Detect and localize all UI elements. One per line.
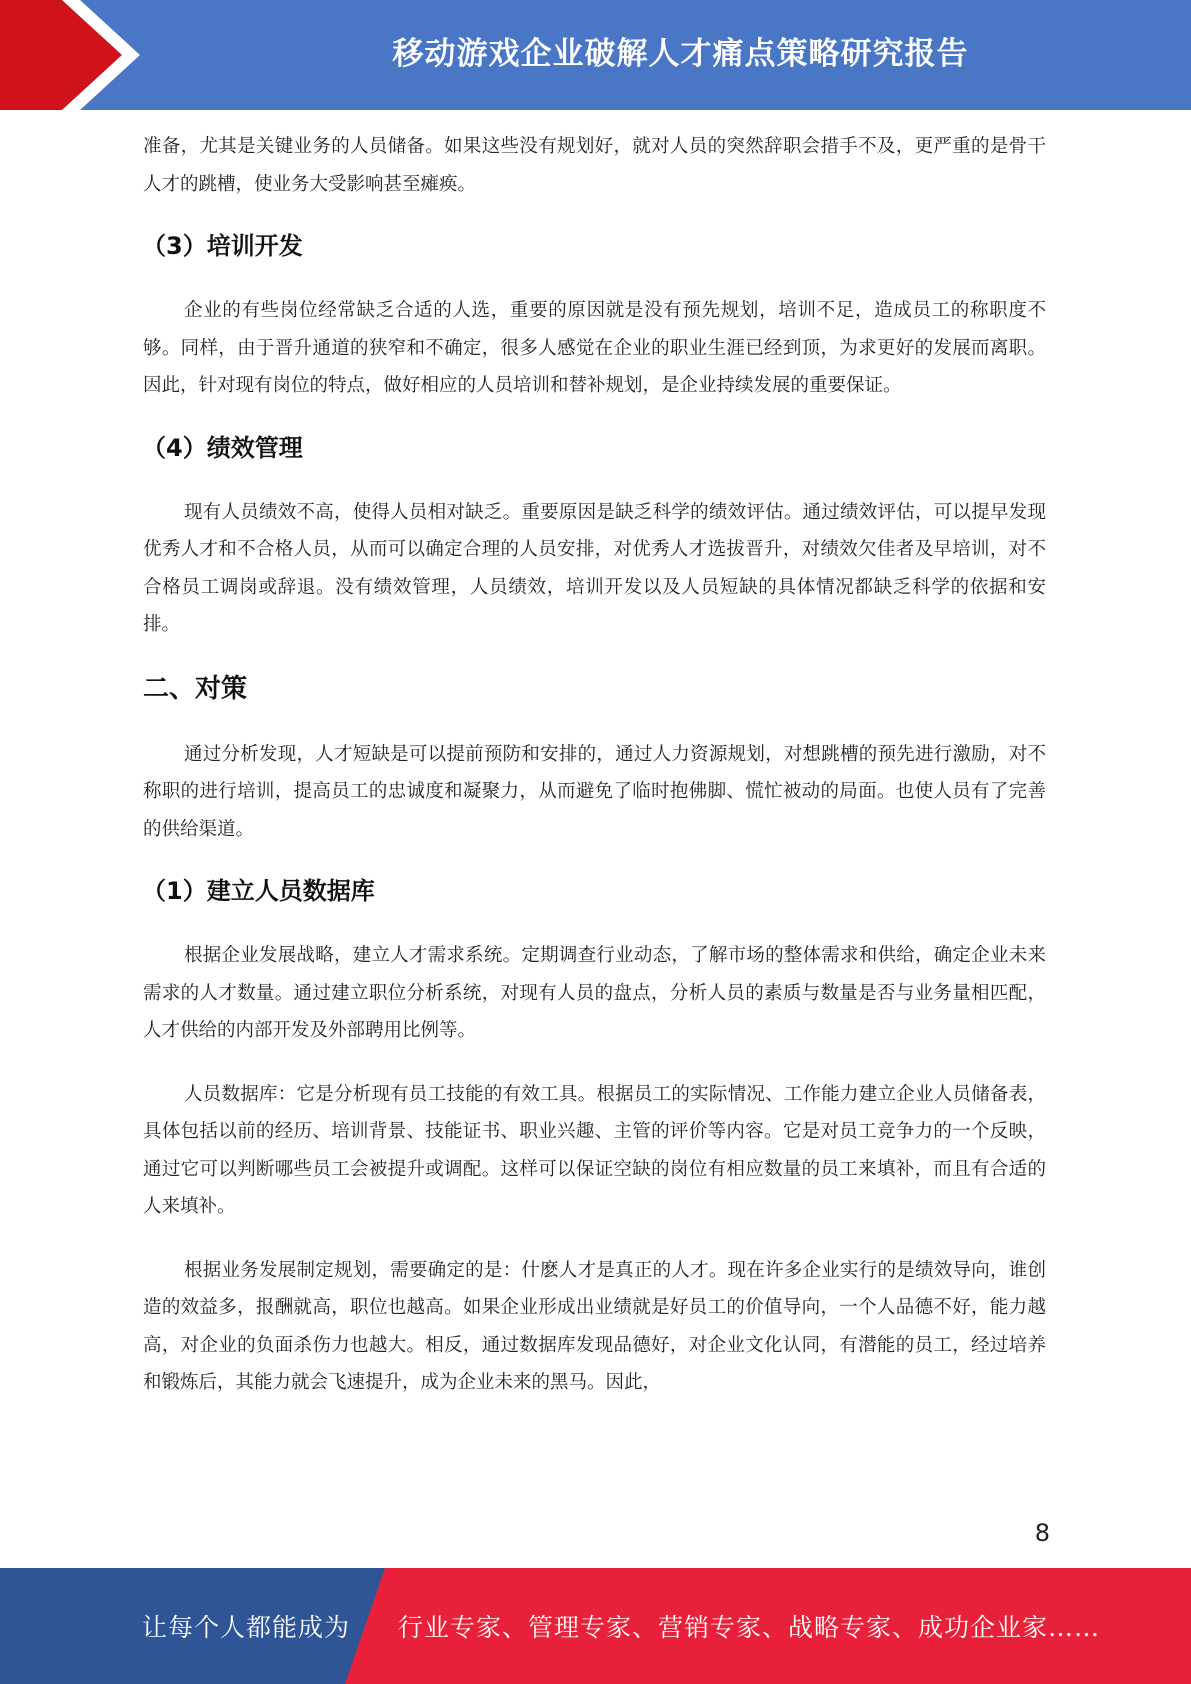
paragraph-database-3: 根据业务发展制定规划，需要确定的是：什麽人才是真正的人才。现在许多企业实行的是绩效导向，谁创造的效益多，报酬就高，职位也越高。如果企业形成出业绩就是好员工的价值导向，一个人品德不好，能力越高，对企业的负面杀伤力也越大。相反，通过数据库发现品德好，对企业文化认同，有潜能的员工，经过培养和锻炼后，其能力就会飞速提升，成为企业未来的黑马。因此，	[143, 1259, 1046, 1393]
footer-slogan-right: 行业专家、管理专家、营销专家、战略专家、成功企业家……	[398, 1613, 1101, 1642]
paragraph-database-1: 根据企业发展战略，建立人才需求系统。定期调查行业动态，了解市场的整体需求和供给，确定企业未来需求的人才数量。通过建立职位分析系统，对现有人员的盘点，分析人员的素质与数量是否与业务量相匹配，人才供给的内部开发及外部聘用比例等。	[143, 945, 1046, 1041]
document-body	[143, 128, 1046, 1402]
footer-slogan-left: 让每个人都能成为	[142, 1613, 351, 1642]
heading-section-2: 二、对策	[143, 673, 248, 704]
paragraph-database-2: 人员数据库：它是分析现有员工技能的有效工具。根据员工的实际情况、工作能力建立企业人员储备表，具体包括以前的经历、培训背景、技能证书、职业兴趣、主管的评价等内容。它是对员工竞争力的一个反映，通过它可以判断哪些员工会被提升或调配。这样可以保证空缺的岗位有相应数量的员工来填补，而且有合适的人来填补。	[143, 1083, 1046, 1217]
paragraph-training: 企业的有些岗位经常缺乏合适的人选，重要的原因就是没有预先规划，培训不足，造成员工的称职度不够。同样，由于晋升通道的狭窄和不确定，很多人感觉在企业的职业生涯已经到顶，为求更好的发展而离职。因此，针对现有岗位的特点，做好相应的人员培训和替补规划，是企业持续发展的重要保证。	[143, 300, 1046, 396]
heading-performance: （4）绩效管理	[142, 433, 303, 462]
heading-database: （1）建立人员数据库	[142, 877, 375, 905]
heading-training: （3）培训开发	[142, 232, 303, 260]
paragraph-section-2: 通过分析发现，人才短缺是可以提前预防和安排的，通过人力资源规划，对想跳槽的预先进行激励，对不称职的进行培训，提高员工的忠诚度和凝聚力，从而避免了临时抱佛脚、慌忙被动的局面。也使人员有了完善的供给渠道。	[143, 743, 1046, 840]
page-header	[0, 0, 1191, 110]
report-title: 移动游戏企业破解人才痛点策略研究报告	[392, 35, 969, 72]
paragraph-performance: 现有人员绩效不高，使得人员相对缺乏。重要原因是缺乏科学的绩效评估。通过绩效评估，可以提早发现优秀人才和不合格人员，从而可以确定合理的人员安排，对优秀人才选拔晋升，对绩效欠佳者及早培训，对不合格员工调岗或辞退。没有绩效管理，人员绩效，培训开发以及人员短缺的具体情况都缺乏科学的依据和安排。	[143, 501, 1046, 635]
page-footer	[0, 1568, 1191, 1684]
header-chevron-decoration	[0, 0, 160, 110]
page-number: 8	[1034, 1519, 1050, 1547]
paragraph-intro: 准备，尤其是关键业务的人员储备。如果这些没有规划好，就对人员的突然辞职会措手不及，更严重的是骨干人才的跳槽，使业务大受影响甚至瘫痪。	[143, 136, 1046, 195]
